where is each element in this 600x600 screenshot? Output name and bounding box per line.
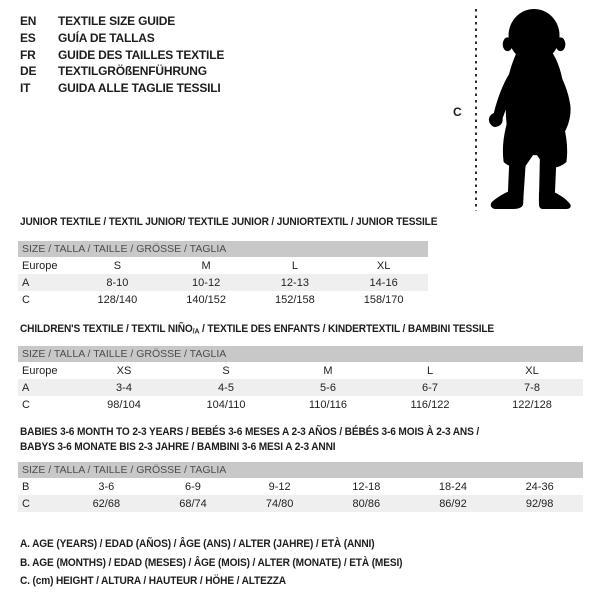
language-row (20, 63, 224, 80)
row-label: C (22, 293, 30, 306)
note-height: C. (cm) HEIGHT / ALTURA / HAUTEUR / HÖHE / ALTEZZA (20, 575, 286, 587)
row-label: B (22, 480, 30, 493)
height-dotted-line (475, 9, 477, 211)
size-cell: 104/110 (206, 398, 246, 411)
row-label: C (22, 398, 30, 411)
row-label: A (22, 381, 30, 394)
legend-notes (20, 535, 436, 591)
size-cell: 24-36 (525, 480, 554, 493)
table-row (18, 379, 583, 396)
size-cell: M (323, 364, 333, 377)
language-row (20, 80, 224, 97)
language-row (20, 13, 224, 30)
language-row (20, 47, 224, 64)
size-cell: 18-24 (438, 480, 468, 493)
language-title: GUÍA DE TALLAS (58, 30, 155, 45)
size-cell: 4-5 (218, 381, 234, 394)
size-cell: 92/98 (525, 497, 554, 510)
babies-title-line2: BABYS 3-6 MONATE BIS 2-3 JAHRE / BAMBINI 3-6 MESI A 2-3 ANNI (20, 441, 336, 453)
size-cell: L (426, 364, 434, 377)
children-section-title (20, 322, 494, 339)
babies-title-line1: BABIES 3-6 MONTH TO 2-3 YEARS / BEBÉS 3-6 MESES A 2-3 AÑOS / BÉBÉS 3-6 MOIS À 2-3 ANS / (20, 426, 480, 438)
note-age-months: B. AGE (MONTHS) / EDAD (MESES) / ÂGE (MOIS) / ALTER (MONATE) / ETÀ (MESI) (20, 556, 403, 569)
size-cell: 74/80 (265, 497, 294, 510)
table-row (18, 362, 583, 379)
table-row (18, 291, 428, 308)
size-header-bar (18, 346, 583, 362)
size-header-bar (18, 241, 428, 257)
junior-section-title: JUNIOR TEXTILE / TEXTIL JUNIOR/ TEXTILE JUNIOR / JUNIORTEXTIL / JUNIOR TESSILE (20, 216, 438, 228)
language-code: FR (20, 47, 36, 62)
babies-section-title (20, 425, 479, 455)
children-size-table (18, 346, 583, 413)
size-cell: 14-16 (369, 276, 398, 289)
size-header-label: SIZE / TALLA / TAILLE / GRÖSSE / TAGLIA (18, 241, 428, 257)
size-cell: 5-6 (320, 381, 336, 394)
size-cell: 10-12 (192, 276, 221, 289)
size-cell: XL (376, 259, 391, 272)
size-cell: 116/122 (410, 398, 450, 411)
size-cell: 110/116 (308, 398, 348, 411)
height-measure-label: C (453, 105, 462, 119)
size-cell: M (201, 259, 211, 272)
note-age-years: A. AGE (YEARS) / EDAD (AÑOS) / ÂGE (ANS) / ALTER (JAHRE) / ETÀ (ANNI) (20, 538, 375, 550)
size-cell: 80/86 (352, 497, 381, 510)
children-title-pre: CHILDREN'S TEXTILE / TEXTIL NIÑO (20, 323, 193, 335)
size-cell: 3-4 (116, 381, 132, 394)
size-cell: S (222, 364, 230, 377)
size-cell: 8-10 (106, 276, 129, 289)
language-title: GUIDE DES TAILLES TEXTILE (58, 47, 225, 62)
language-title: TEXTILE SIZE GUIDE (58, 14, 176, 28)
size-cell: XS (116, 364, 132, 377)
language-code: DE (20, 64, 37, 79)
size-cell: 128/140 (97, 293, 138, 306)
size-cell: 86/92 (439, 497, 467, 510)
table-row (18, 257, 428, 274)
language-row (20, 30, 224, 47)
children-title-post: / TEXTILE DES ENFANTS / KINDERTEXTIL / BAMBINI TESSILE (199, 323, 495, 335)
size-cell: 12-18 (352, 480, 381, 493)
babies-size-table (18, 462, 583, 512)
left-hand-shape (489, 113, 503, 127)
size-cell: 12-13 (280, 276, 309, 289)
size-cell: 98/104 (107, 398, 141, 411)
size-cell: L (291, 259, 298, 272)
size-cell: S (113, 259, 122, 272)
table-row (18, 478, 583, 495)
size-cell: 3-6 (98, 480, 115, 493)
junior-size-table (18, 241, 428, 308)
language-title: TEXTILGRÖßENFÜHRUNG (58, 64, 207, 79)
language-code: IT (20, 81, 31, 96)
size-cell: 140/152 (186, 293, 226, 306)
children-title-subscript: /A (192, 326, 200, 336)
language-code: ES (20, 30, 36, 45)
size-header-label: SIZE / TALLA / TAILLE / GRÖSSE / TAGLIA (18, 462, 583, 478)
row-label: A (22, 276, 30, 289)
left-foot-shape (491, 190, 523, 209)
size-cell: 9-12 (268, 480, 291, 493)
size-cell: 122/128 (512, 398, 552, 411)
ear-shape (503, 37, 513, 51)
language-code: EN (20, 14, 37, 28)
table-row (18, 274, 428, 291)
size-cell: 7-8 (524, 381, 540, 394)
language-title: GUIDA ALLE TAGLIE TESSILI (58, 81, 221, 96)
right-foot-shape (539, 192, 571, 209)
size-cell: 158/170 (363, 293, 404, 306)
row-label: C (22, 497, 30, 510)
row-label: Europe (22, 259, 58, 272)
toddler-silhouette-icon (486, 6, 586, 212)
size-cell: 152/158 (274, 293, 315, 306)
size-cell: 6-9 (185, 480, 201, 493)
size-cell: 62/68 (92, 497, 121, 510)
size-header-label: SIZE / TALLA / TAILLE / GRÖSSE / TAGLIA (18, 346, 583, 362)
table-row (18, 495, 583, 512)
table-row (18, 396, 583, 413)
size-cell: XL (525, 364, 539, 377)
size-cell: 68/74 (179, 497, 207, 510)
language-list (20, 13, 224, 97)
ear-shape (556, 37, 566, 51)
size-header-bar (18, 462, 583, 478)
row-label: Europe (22, 364, 58, 377)
size-cell: 6-7 (422, 381, 438, 394)
